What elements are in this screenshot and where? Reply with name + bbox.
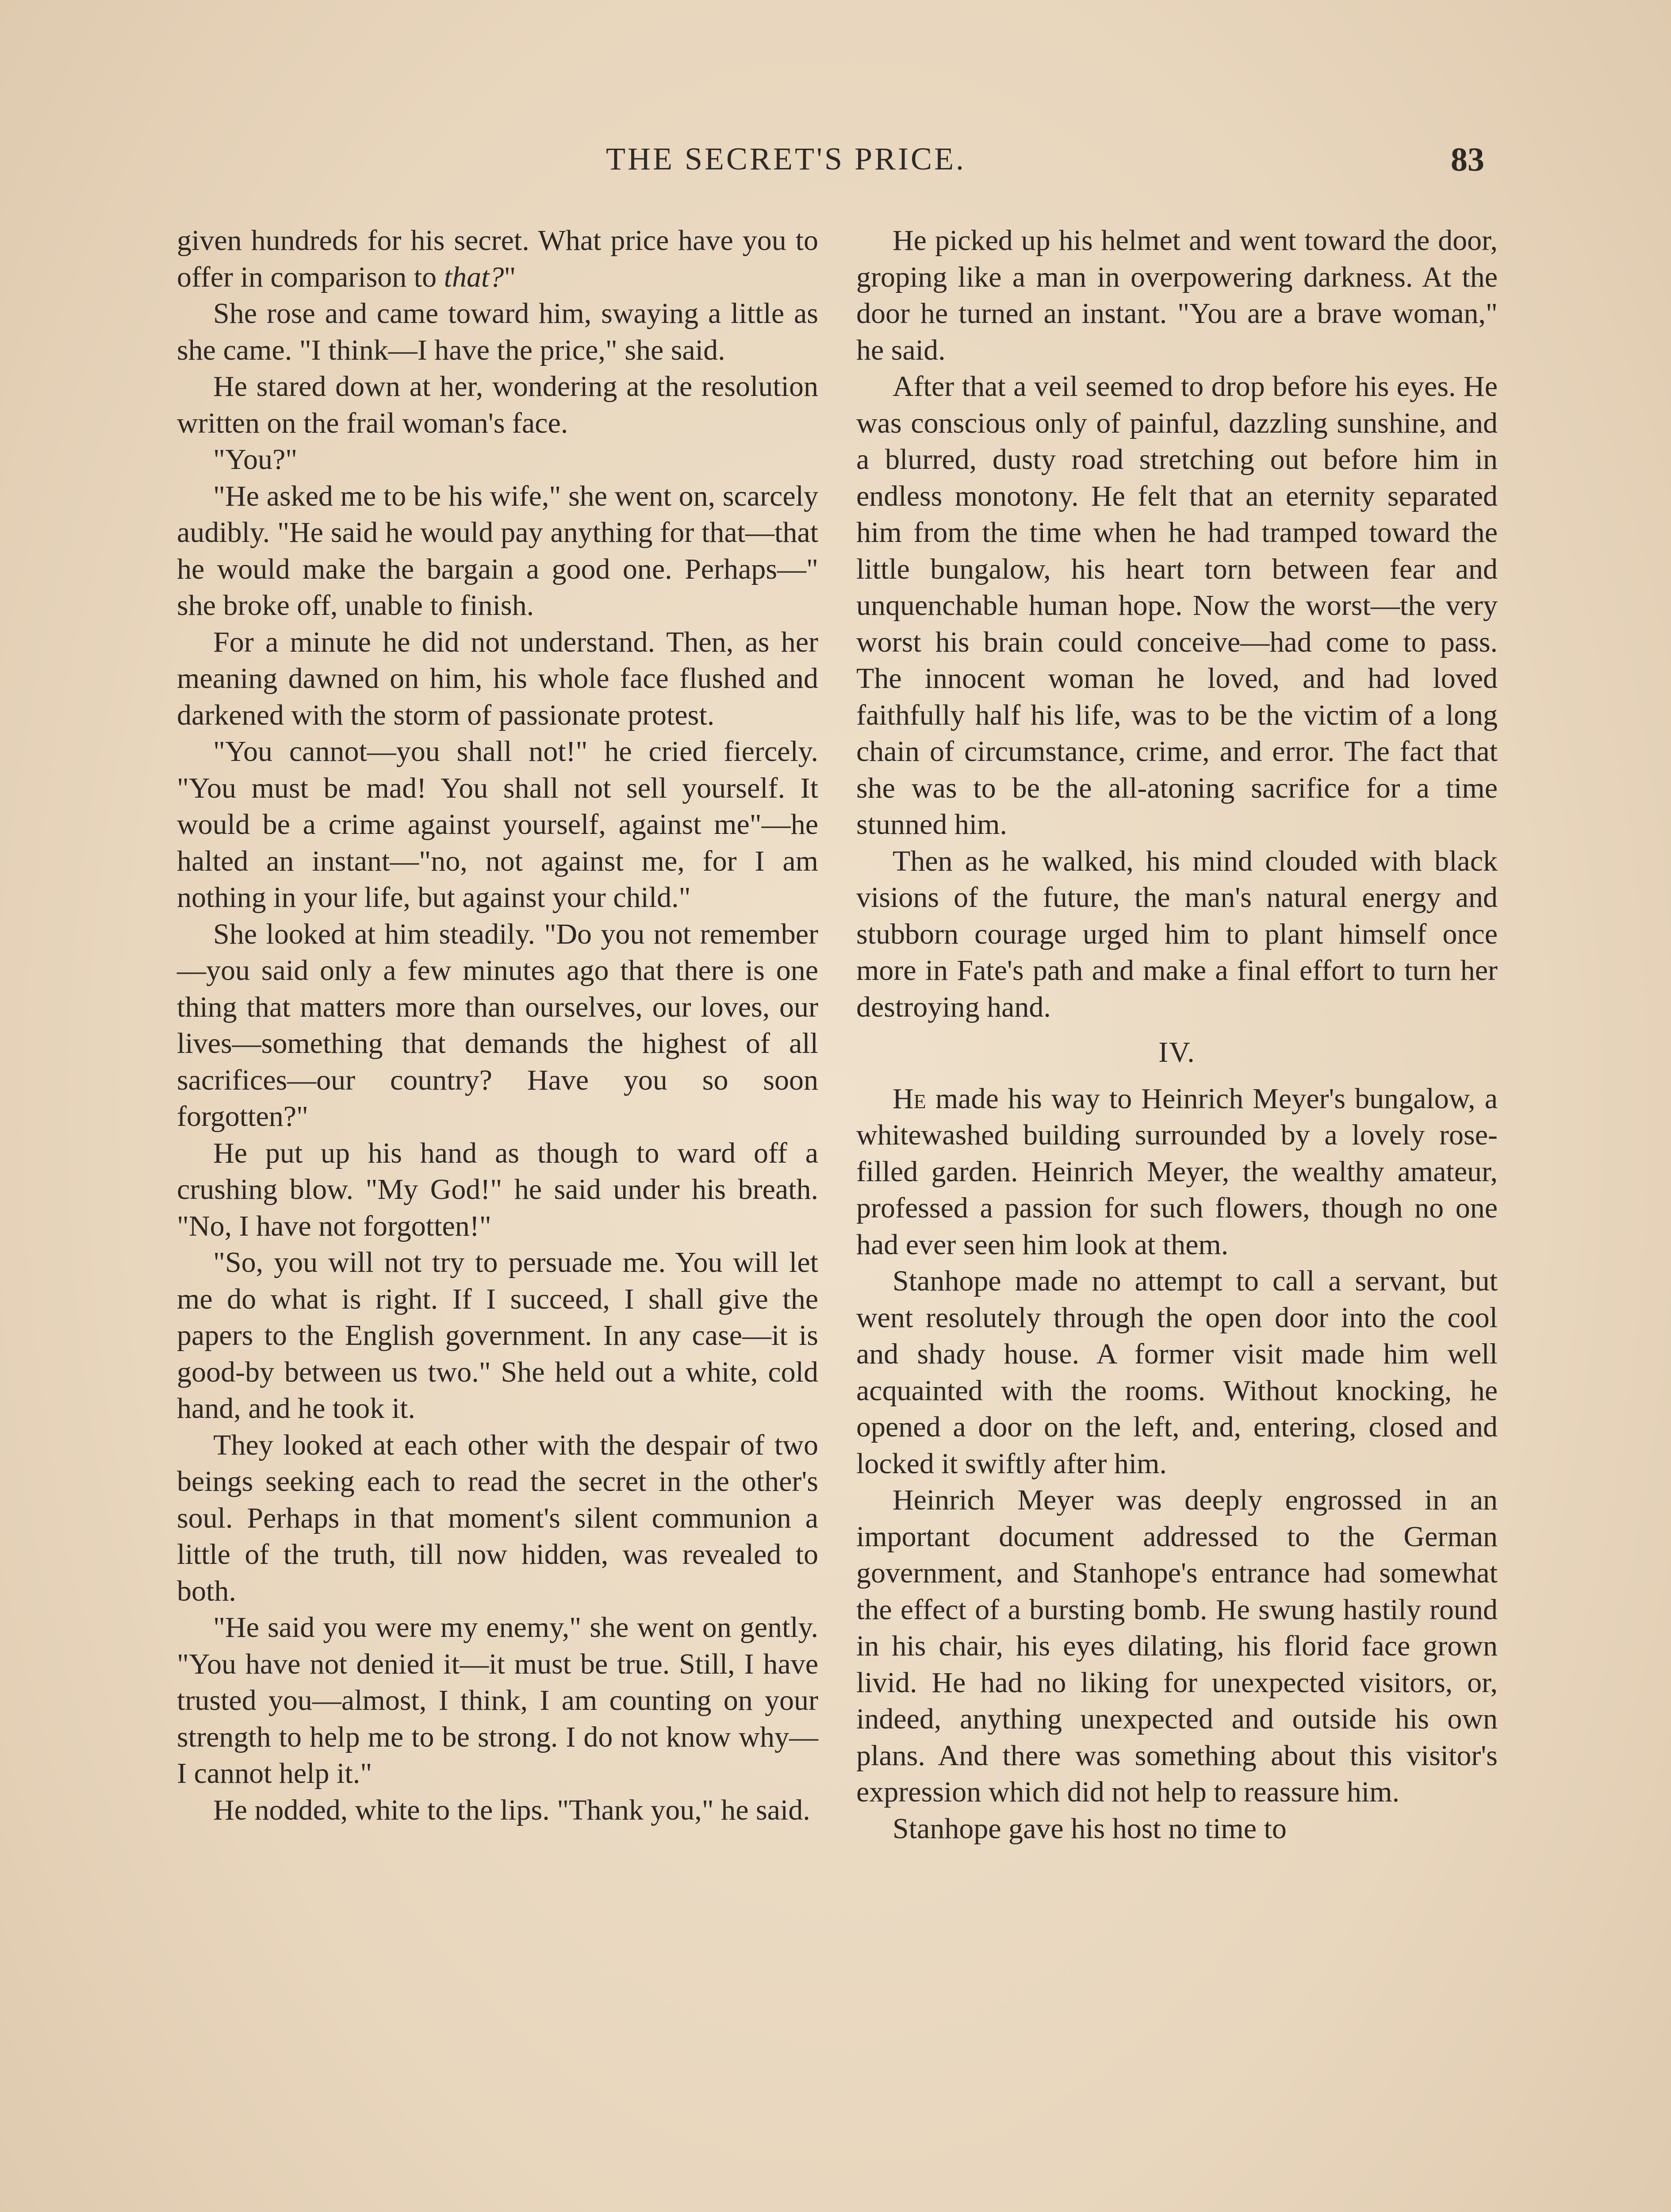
paragraph: "You?" <box>213 443 298 476</box>
paragraph: Heinrich Meyer was deeply engrossed in an important document addressed to the German government, and Stanhope's entrance had somewhat the effect of a bursting bomb. He swung hastily round in his chair, his eyes dilating, his florid face grown livid. He had no liking for unexpected visitors, or, indeed, anything unexpected and outside his own plans. And there was something about this visitor's expression which did not help to reassure him. <box>856 1484 1498 1808</box>
left-column <box>177 223 818 1828</box>
page-number: 83 <box>1451 141 1484 178</box>
paragraph: Stanhope made no attempt to call a servant, but went resolutely through the open door into the cool and shady house. A former visit made him well acquainted with the rooms. Without knocking, he opened a door on the left, and, entering, closed and locked it swiftly after him. <box>856 1265 1498 1480</box>
paragraph: He picked up his helmet and went toward the door, groping like a man in overpowering darkness. At the door he turned an instant. "You are a brave woman," he said. <box>856 224 1498 366</box>
small-caps-lead: He <box>893 1082 926 1115</box>
paragraph: given hundreds for his secret. What price have you to offer in comparison to that?" <box>177 224 818 293</box>
paragraph: They looked at each other with the despair of two beings seeking each to read the secret in the other's soul. Perhaps in that moment's silent communion a little of the truth, till now hidden, was revealed to both. <box>177 1429 818 1607</box>
paragraph: She rose and came toward him, swaying a little as she came. "I think—I have the price," she said. <box>177 297 818 366</box>
paragraph: "He asked me to be his wife," she went on, scarcely audibly. "He said he would pay anything for that—that he would make the bargain a good one. Perhaps—" she broke off, unable to finish. <box>177 480 818 622</box>
paragraph: "You cannot—you shall not!" he cried fiercely. "You must be mad! You shall not sell yourself. It would be a crime against yourself, against me"—he halted an instant—"no, not against me, for I am nothing in your life, but against your child." <box>177 735 818 914</box>
running-head: THE SECRET'S PRICE. <box>606 141 966 177</box>
paragraph: "So, you will not try to persuade me. You will let me do what is right. If I succeed, I shall give the papers to the English government. In any case—it is good-by between us two." She held out a white, cold hand, and he took it. <box>177 1246 818 1425</box>
paragraph: He put up his hand as though to ward off a crushing blow. "My God!" he said under his breath. "No, I have not forgotten!" <box>177 1137 818 1242</box>
paragraph: For a minute he did not understand. Then, as her meaning dawned on him, his whole face flushed and darkened with the storm of passionate protest. <box>177 626 818 731</box>
section-heading: IV. <box>1158 1036 1196 1068</box>
paragraph: He stared down at her, wondering at the resolution written on the frail woman's face. <box>177 370 818 439</box>
paragraph: He nodded, white to the lips. "Thank you," he said. <box>213 1793 810 1826</box>
paragraph: After that a veil seemed to drop before his eyes. He was conscious only of painful, dazzling sunshine, and a blurred, dusty road stretching out before him in endless monotony. He felt that an eternity separated him from the time when he had tramped toward the little bungalow, his heart torn between fear and unquenchable human hope. Now the worst—the very worst his brain could conceive—had come to pass. The innocent woman he loved, and had loved faithfully half his life, was to be the victim of a long chain of circumstance, crime, and error. The fact that she was to be the all-atoning sacrifice for a time stunned him. <box>856 370 1498 841</box>
paragraph: Then as he walked, his mind clouded with black visions of the future, the man's natural energy and stubborn courage urged him to plant himself once more in Fate's path and make a final effort to turn her destroying hand. <box>856 845 1498 1023</box>
paragraph: Stanhope gave his host no time to <box>893 1812 1287 1845</box>
paragraph: "He said you were my enemy," she went on gently. "You have not denied it—it must be true. Still, I have trusted you—almost, I think, I am counting on your strength to help me to be strong. I do not know why—I cannot help it." <box>177 1611 818 1790</box>
paragraph: She looked at him steadily. "Do you not remember—you said only a few minutes ago that there is one thing that matters more than ourselves, our loves, our lives—something that demands the highest of all sacrifices—our country? Have you so soon forgotten?" <box>177 918 818 1133</box>
right-column <box>856 223 1498 1847</box>
paragraph: He made his way to Heinrich Meyer's bungalow, a whitewashed building surrounded by a lovely rose-filled garden. Heinrich Meyer, the wealthy amateur, professed a passion for such flowers, though no one had ever seen him look at them. <box>856 1082 1498 1261</box>
